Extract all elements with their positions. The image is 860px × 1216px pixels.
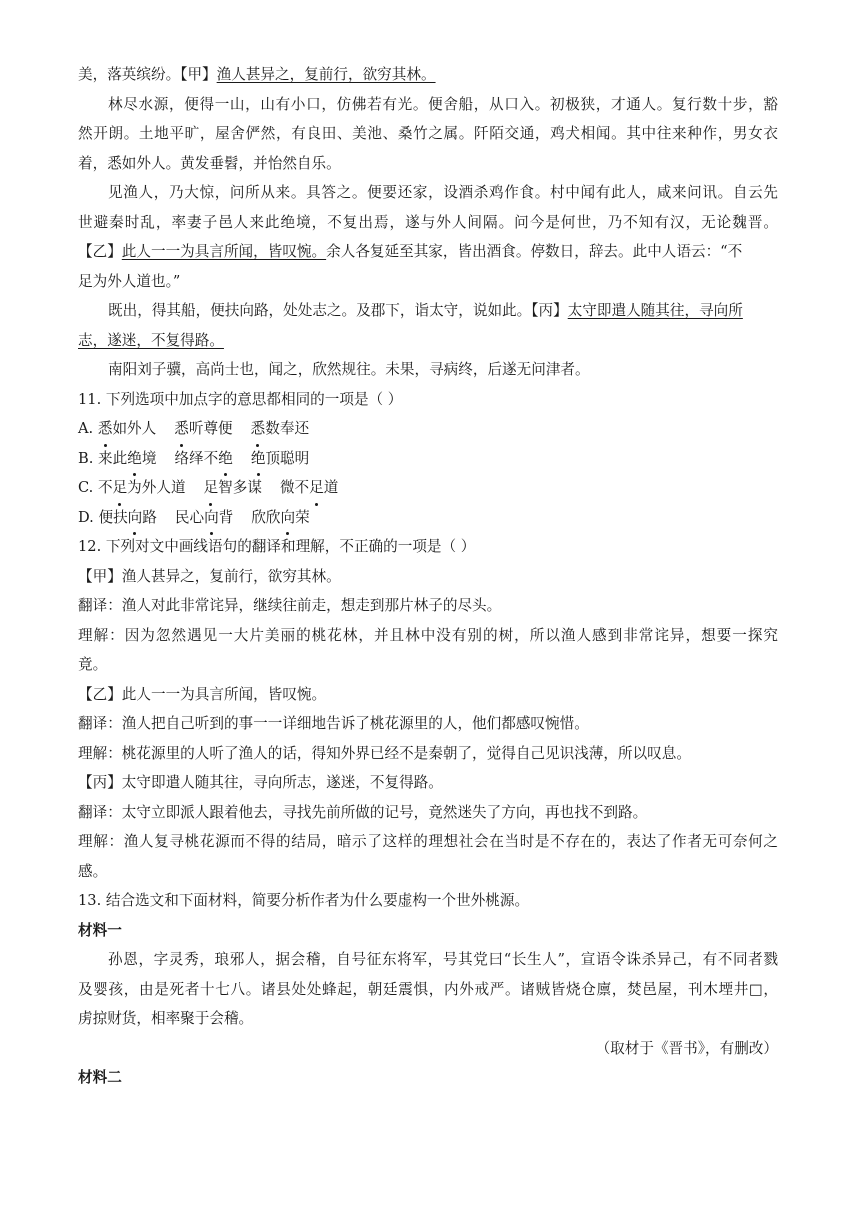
dotted-char: 足 xyxy=(204,473,219,503)
passage-line: 然开朗。土地平旷，屋舍俨然，有良田、美池、桑竹之属。阡陌交通，鸡犬相闻。其中往来种作，男女衣 xyxy=(78,125,778,142)
passage-line: 南阳刘子骥，高尚士也，闻之，欣然规往。未果，寻病终，后遂无问津者。 xyxy=(108,361,590,378)
dotted-char: 绝 xyxy=(251,444,266,474)
q12-bing-sentence: 【丙】太守即遣人随其往，寻向所志，遂迷，不复得路。 xyxy=(78,774,443,791)
underlined-sentence-bing: 太守即遣人随其往，寻向所 xyxy=(567,302,743,319)
q12-jia-understanding: 理解：因为忽然遇见一大片美丽的桃花林，并且林中没有别的树，所以渔人感到非常诧异，想要一探究 xyxy=(78,626,778,644)
q11-option-d: D. 便扶向路 民心向背 欣欣向荣 xyxy=(78,503,778,533)
passage-line: 【乙】此人一一为具言所闻，皆叹惋。余人各复延至其家，皆出酒食。停数日，辞去。此中人语云：“不 xyxy=(78,243,743,260)
question-13-stem: 13. 结合选文和下面材料，简要分析作者为什么要虚构一个世外桃源。 xyxy=(78,892,530,909)
material-2-title: 材料二 xyxy=(78,1069,122,1086)
q12-jia-translation: 翻译：渔人对此非常诧异，继续往前走，想走到那片林子的尽头。 xyxy=(78,597,502,614)
question-12-stem: 12. 下列对文中画线语句的翻译和理解，不正确的一项是（ ） xyxy=(78,538,476,555)
q12-yi-sentence: 【乙】此人一一为具言所闻，皆叹惋。 xyxy=(78,685,327,703)
passage-line: 美，落英缤纷。【甲】渔人甚异之，复前行，欲穷其林。 xyxy=(78,66,436,83)
passage-line: 既出，得其船，便扶向路，处处志之。及郡下，诣太守，说如此。【丙】太守即遣人随其往，寻向所 xyxy=(108,302,743,319)
dotted-char: 足 xyxy=(309,473,324,503)
question-11-stem: 11. 下列选项中加点字的意思都相同的一项是（ ） xyxy=(78,390,403,408)
dotted-char: 向 xyxy=(281,503,296,533)
underlined-sentence-bing-cont: 志，遂迷，不复得路。 xyxy=(78,331,224,349)
underlined-sentence-jia: 渔人甚异之，复前行，欲穷其林。 xyxy=(216,66,436,83)
q12-bing-translation: 翻译：太守立即派人跟着他去，寻找先前所做的记号，竟然迷失了方向，再也找不到路。 xyxy=(78,803,648,821)
material-1-text: 虏掠财货，相率聚于会稽。 xyxy=(78,1010,254,1027)
q12-yi-understanding: 理解：桃花源里的人听了渔人的话，得知外界已经不是秦朝了，觉得自己见识浅薄，所以叹息。 xyxy=(78,744,691,762)
passage-line: 足为外人道也。” xyxy=(78,272,181,290)
q11-option-b: B. 来此绝境 络绎不绝 绝顶聪明 xyxy=(78,444,778,474)
dotted-char: 悉 xyxy=(98,414,113,444)
material-1-text: 及婴孩，由是死者十七八。诸县处处蜂起，朝廷震惧，内外戒严。诸贼皆烧仓廪，焚邑屋，刊木堙井□， xyxy=(78,980,778,998)
material-1-title: 材料一 xyxy=(78,921,122,939)
material-1-source: （取材于《晋书》，有删改） xyxy=(595,1039,778,1057)
passage-line: 见渔人，乃大惊，问所从来。具答之。便要还家，设酒杀鸡作食。村中闻有此人，咸来问讯。自云先 xyxy=(108,184,778,201)
q12-bing-understanding: 理解：渔人复寻桃花源而不得的结局，暗示了这样的理想社会在当时是不存在的，表达了作者无可奈何之 xyxy=(78,833,778,850)
document-page xyxy=(78,60,778,1093)
dotted-char: 足 xyxy=(113,473,128,503)
q11-option-a: A. 悉如外人 悉听尊便 悉数奉还 xyxy=(78,414,778,444)
underlined-sentence-yi: 此人一一为具言所闻，皆叹惋。 xyxy=(121,243,327,260)
passage-line: 林尽水源，便得一山，山有小口，仿佛若有光。便舍船，从口入。初极狭，才通人。复行数十步，豁 xyxy=(108,95,778,113)
dotted-char: 绝 xyxy=(218,444,233,474)
q12-jia-understanding-cont: 竟。 xyxy=(78,656,108,673)
q12-bing-understanding-cont: 感。 xyxy=(78,862,108,880)
q12-yi-translation: 翻译：渔人把自己听到的事一一详细地告诉了桃花源里的人，他们都感叹惋惜。 xyxy=(78,715,589,732)
dotted-char: 向 xyxy=(128,503,143,533)
material-1-text: 孙恩，字灵秀，琅邪人，据会稽，自号征东将军，号其党曰“长生人”，宣语令诛杀异己，有不同者戮 xyxy=(108,951,778,968)
passage-line xyxy=(78,326,778,356)
dotted-char: 悉 xyxy=(251,414,266,444)
passage-line: 着，悉如外人。黄发垂髫，并怡然自乐。 xyxy=(78,154,341,172)
dotted-char: 绝 xyxy=(127,444,142,474)
q11-option-c: C. 不足为外人道 足智多谋 微不足道 xyxy=(78,473,778,503)
passage-line: 世避秦时乱，率妻子邑人来此绝境，不复出焉，遂与外人间隔。问今是何世，乃不知有汉，无论魏晋。 xyxy=(78,213,778,231)
dotted-char: 悉 xyxy=(174,414,189,444)
q12-jia-sentence: 【甲】渔人甚异之，复前行，欲穷其林。 xyxy=(78,567,341,585)
dotted-char: 向 xyxy=(204,503,219,533)
